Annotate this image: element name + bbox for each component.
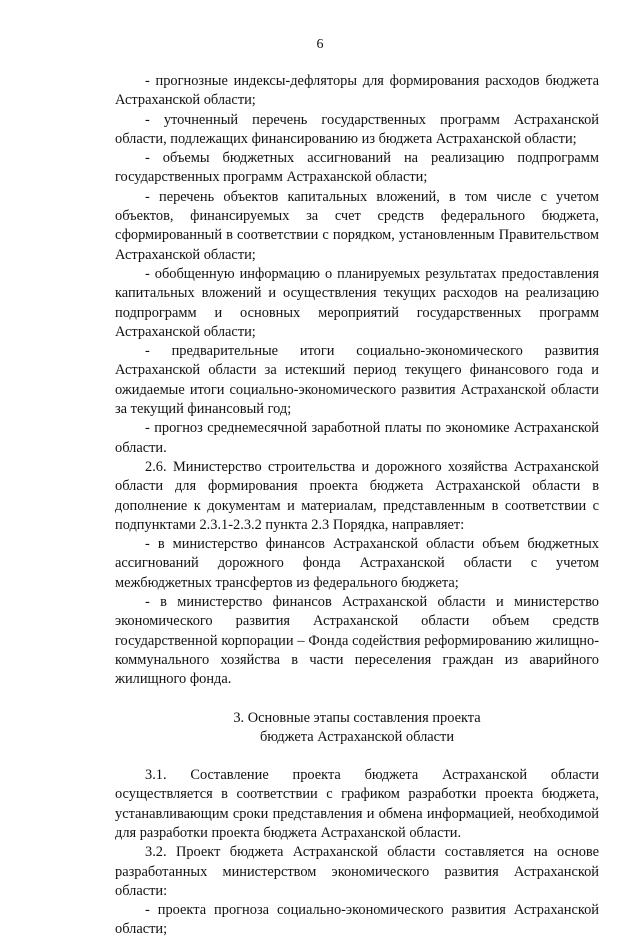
paragraph-capital-objects: - перечень объектов капитальных вложений, в том числе с учетом объектов, финансируемых за счет средств федерального бюджета, сформированный в соответствии с порядком, установленным Правительством Астраханской области; — [115, 188, 599, 263]
section-heading-line-1: 3. Основные этапы составления проекта — [233, 709, 481, 726]
document-body — [115, 72, 599, 940]
paragraph-item-2-6: 2.6. Министерство строительства и дорожного хозяйства Астраханской области для формирования проекта бюджета Астраханской области в дополнение к документам и материалам, представленным в соответствии с подпунктами 2.3.1-2.3.2 пункта 2.3 Порядка, направляет: — [115, 458, 599, 533]
paragraph-deflator-indices: - прогнозные индексы-дефляторы для формирования расходов бюджета Астраханской области; — [115, 73, 599, 109]
paragraph-preliminary-results: - предварительные итоги социально-экономического развития Астраханской области за истекший период текущего финансового года и ожидаемые итоги социально-экономического развития Астраханской области за текущий финансовый год; — [115, 343, 599, 418]
page-number: 6 — [316, 37, 324, 52]
paragraph-housing-fund: - в министерство финансов Астраханской области и министерство экономического развития Астраханской области объем средств государственной корпорации – Фонда содействия реформированию жилищно-коммунального хозяйства в части переселения граждан из аварийного жилищного фонда. — [115, 594, 599, 688]
paragraph-planned-results: - обобщенную информацию о планируемых результатах предоставления капитальных вложений и осуществления текущих расходов на реализацию подпрограмм и основных мероприятий государственных программ Астраханской области; — [115, 265, 599, 340]
paragraph-subprogram-allocations: - объемы бюджетных ассигнований на реализацию подпрограмм государственных программ Астраханской области; — [115, 150, 599, 186]
section-heading — [115, 709, 599, 748]
paragraph-program-list: - уточненный перечень государственных программ Астраханской области, подлежащих финансированию из бюджета Астраханской области; — [115, 111, 599, 147]
paragraph-salary-forecast: - прогноз среднемесячной заработной платы по экономике Астраханской области. — [115, 420, 599, 456]
section-heading-line-2: бюджета Астраханской области — [259, 728, 455, 745]
paragraph-forecast-draft: - проекта прогноза социально-экономического развития Астраханской области; — [115, 902, 599, 938]
paragraph-road-fund: - в министерство финансов Астраханской области объем бюджетных ассигнований дорожного фонда Астраханской области с учетом межбюджетных трансфертов из федерального бюджета; — [115, 536, 599, 591]
paragraph-item-3-2: 3.2. Проект бюджета Астраханской области составляется на основе разработанных министерством экономического развития Астраханской области: — [115, 844, 599, 899]
paragraph-item-3-1: 3.1. Составление проекта бюджета Астраханской области осуществляется в соответствии с графиком разработки проекта бюджета, устанавливающим сроки представления и обмена информацией, необходимой для разработки проекта бюджета Астраханской области. — [115, 767, 599, 841]
